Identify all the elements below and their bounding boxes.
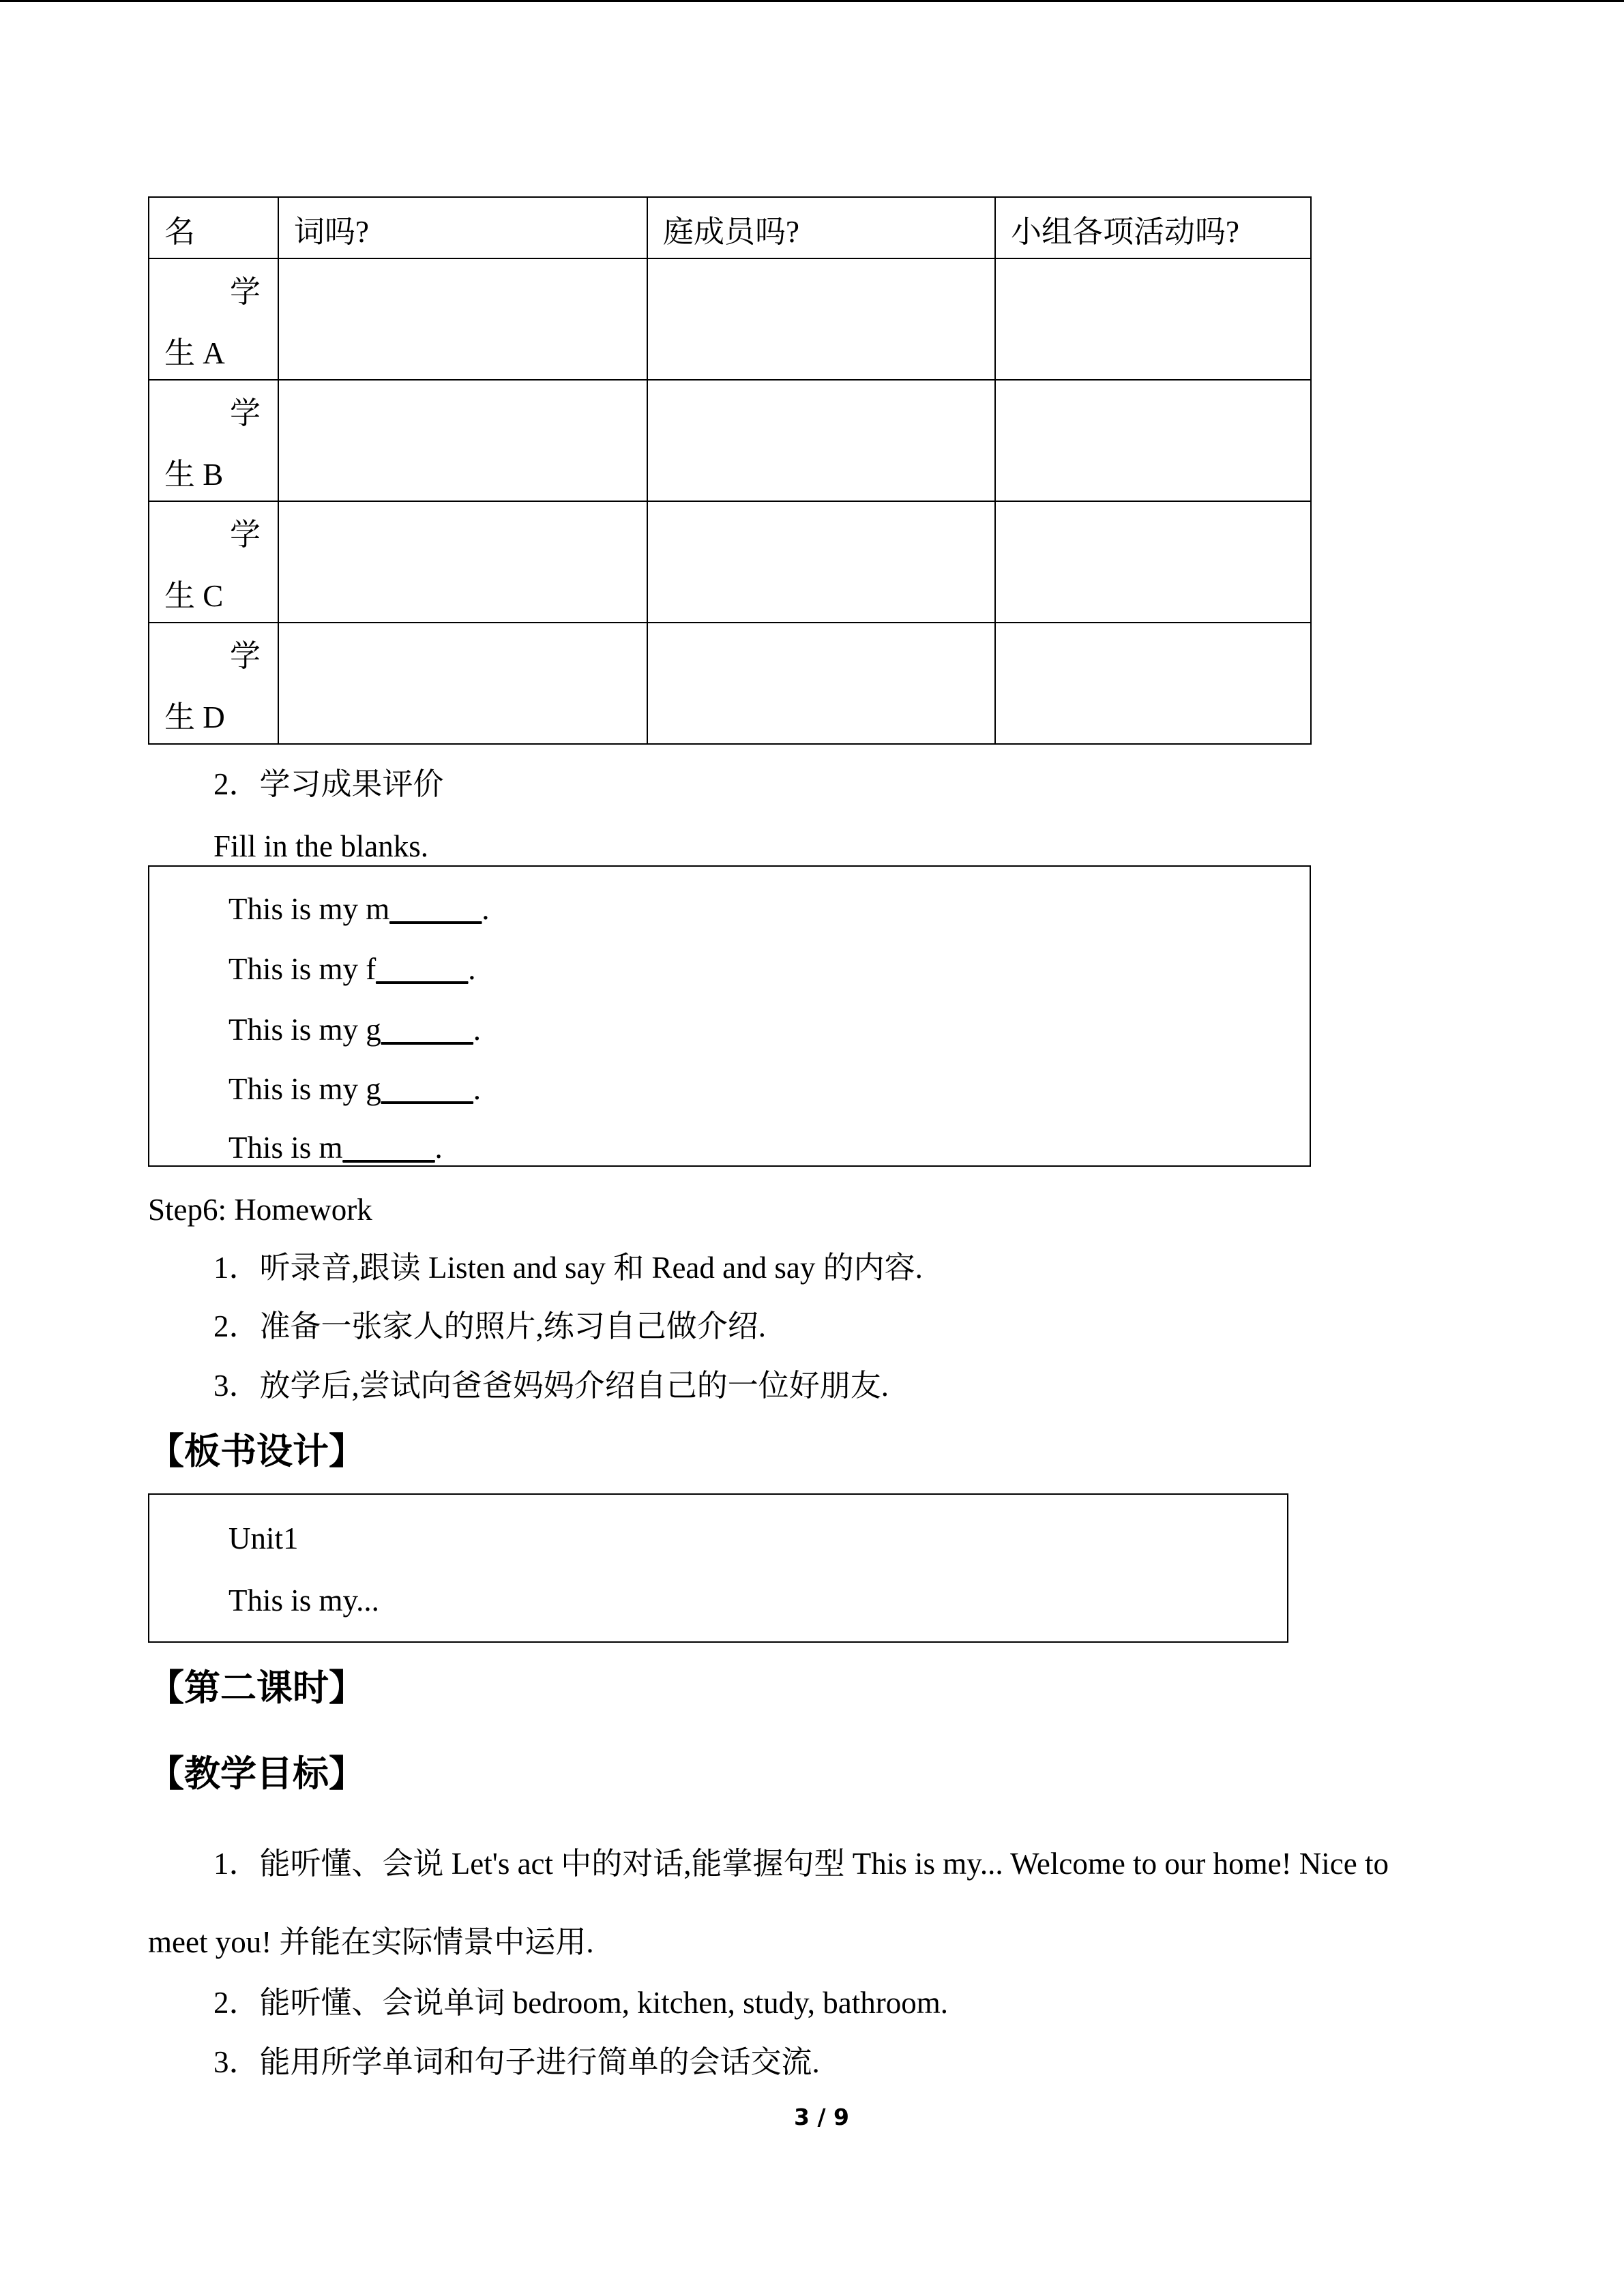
table-cell: [647, 258, 995, 380]
objectives-heading: 【教学目标】: [148, 1753, 365, 1795]
board-design-heading: 【板书设计】: [148, 1431, 365, 1472]
table-cell: [278, 380, 647, 501]
board-line: Unit1: [228, 1521, 299, 1555]
table-cell: [278, 623, 647, 744]
table-header-cell: 词吗?: [278, 197, 647, 258]
fill-blank-line: This is my g______.: [228, 1072, 482, 1106]
table-header-cell: 庭成员吗?: [647, 197, 995, 258]
table-cell: [995, 380, 1311, 501]
page-top-border: [0, 0, 1624, 2]
table-row: [149, 623, 1311, 744]
student-label-cell: 学 生 D: [149, 623, 278, 744]
table-cell: [647, 623, 995, 744]
fill-blank-line: This is my m______.: [228, 892, 490, 926]
table-row: [149, 380, 1311, 501]
student-label-cell: 学 生 A: [149, 258, 278, 380]
lesson2-heading: 【第二课时】: [148, 1667, 365, 1709]
objective-item-continued: meet you! 并能在实际情景中运用.: [148, 1925, 594, 1959]
evaluation-instruction: Fill in the blanks.: [213, 829, 428, 863]
table-row: [149, 258, 1311, 380]
student-label-cell: 学 生 C: [149, 501, 278, 623]
evaluation-table: [148, 196, 1312, 745]
table-cell: [647, 380, 995, 501]
table-cell: [278, 258, 647, 380]
board-line: This is my...: [228, 1583, 379, 1617]
table-cell: [278, 501, 647, 623]
objective-item: 2．能听懂、会说单词 bedroom, kitchen, study, bathroom.: [213, 1986, 948, 2020]
fill-blank-line: This is my f______.: [228, 952, 476, 986]
table-header-cell: 名: [149, 197, 278, 258]
objective-item: 1．能听懂、会说 Let's act 中的对话,能掌握句型 This is my... Welcome to our home! Nice to: [213, 1847, 1389, 1881]
fill-blank-line: This is my g______.: [228, 1013, 482, 1047]
table-row: [149, 501, 1311, 623]
table-cell: [995, 258, 1311, 380]
table-cell: [995, 623, 1311, 744]
homework-item: 2．准备一张家人的照片,练习自己做介绍.: [213, 1309, 767, 1343]
homework-item: 3．放学后,尝试向爸爸妈妈介绍自己的一位好朋友.: [213, 1369, 889, 1403]
board-design-box: [148, 1493, 1288, 1643]
evaluation-heading: 2．学习成果评价: [213, 767, 444, 801]
homework-title: Step6: Homework: [148, 1193, 372, 1227]
table-cell: [995, 501, 1311, 623]
fill-blanks-box: [148, 865, 1311, 1167]
table-cell: [647, 501, 995, 623]
fill-blank-line: This is m______.: [228, 1131, 443, 1165]
objective-item: 3．能用所学单词和句子进行简单的会话交流.: [213, 2045, 820, 2079]
table-header-row: [149, 197, 1311, 258]
student-label-cell: 学 生 B: [149, 380, 278, 501]
page-number: 3 / 9: [794, 2104, 849, 2130]
homework-item: 1．听录音,跟读 Listen and say 和 Read and say 的内容.: [213, 1251, 923, 1285]
table-header-cell: 小组各项活动吗?: [995, 197, 1311, 258]
